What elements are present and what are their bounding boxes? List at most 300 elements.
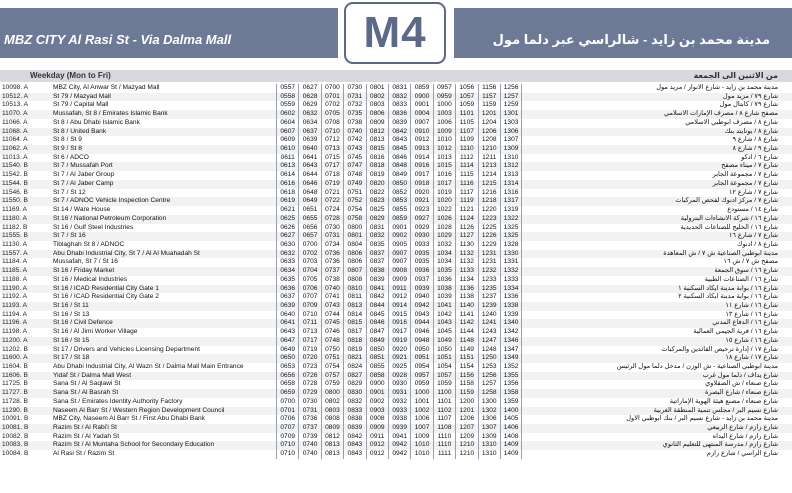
route-title-arabic: مدينة محمد بن زايد - شالراسي عبر دلما مول xyxy=(492,32,770,47)
stop-code: 11202. B xyxy=(2,345,28,353)
departure-time: 1009 xyxy=(410,433,432,442)
departure-time: 0649 xyxy=(298,197,320,206)
departure-time: 0641 xyxy=(276,319,298,328)
stop-name-english: St 16 / Gulf Steel Industries xyxy=(53,223,134,231)
stop-code: 11182. B xyxy=(2,223,28,231)
departure-time: 1006 xyxy=(433,119,455,128)
stop-name-arabic: شارع ١٦ / شارع ١١ xyxy=(725,301,778,309)
departure-time: 0931 xyxy=(388,389,410,398)
departure-time: 0858 xyxy=(366,372,388,381)
table-row xyxy=(0,215,792,224)
header-bar-right xyxy=(454,8,792,58)
table-row xyxy=(0,450,792,459)
departure-times xyxy=(276,93,522,102)
stop-code: 11555. B xyxy=(2,232,28,240)
stop-name-english: Mussafah, St 7 / St 16 xyxy=(53,258,118,266)
departure-time: 0719 xyxy=(321,180,343,189)
departure-time: 1400 xyxy=(500,407,522,416)
stop-code: 11180. A xyxy=(2,214,28,222)
departure-time: 0629 xyxy=(298,101,320,110)
departure-time: 0707 xyxy=(298,293,320,302)
departure-times xyxy=(276,433,522,442)
table-row xyxy=(0,311,792,320)
departure-time: 0754 xyxy=(321,363,343,372)
stop-code: 11064. A xyxy=(2,136,28,144)
stop-code: 10082. B xyxy=(2,432,29,440)
departure-time: 1316 xyxy=(500,189,522,198)
stop-name-arabic: شارع نسيم البر / مجلس تنمية المنطقة الغربية xyxy=(653,406,778,414)
departure-time: 0658 xyxy=(276,380,298,389)
departure-time: 0730 xyxy=(298,398,320,407)
departure-time: 0713 xyxy=(298,328,320,337)
departure-time: 0915 xyxy=(388,311,410,320)
stop-code: 11290. B xyxy=(2,406,28,414)
table-row xyxy=(0,232,792,241)
stop-name-arabic: شارع ٧ / مركز أدنوك لفحص المركبات xyxy=(675,197,778,205)
departure-time: 0930 xyxy=(388,380,410,389)
departure-time: 1241 xyxy=(478,319,500,328)
departure-times xyxy=(276,311,522,320)
departure-time: 1257 xyxy=(478,380,500,389)
stop-code: 11188. A xyxy=(2,275,28,283)
departure-time: 1306 xyxy=(500,128,522,137)
departure-time: 0824 xyxy=(343,363,365,372)
departure-time: 0841 xyxy=(366,285,388,294)
table-row xyxy=(0,380,792,389)
departure-time: 0639 xyxy=(276,302,298,311)
departure-time: 1013 xyxy=(433,154,455,163)
route-badge xyxy=(344,2,446,64)
stop-code: 11066. A xyxy=(2,118,28,126)
departure-time: 0723 xyxy=(298,363,320,372)
departure-time: 0849 xyxy=(388,171,410,180)
departure-times xyxy=(276,197,522,206)
departure-time: 0740 xyxy=(343,128,365,137)
table-row xyxy=(0,128,792,137)
departure-time: 0837 xyxy=(366,250,388,259)
departure-time: 1026 xyxy=(433,215,455,224)
departure-time: 1154 xyxy=(455,363,477,372)
departure-time: 0705 xyxy=(298,276,320,285)
departure-time: 0656 xyxy=(298,224,320,233)
departure-time: 0815 xyxy=(366,145,388,154)
departure-time: 0710 xyxy=(276,441,298,450)
table-row xyxy=(0,302,792,311)
departure-time: 1336 xyxy=(500,293,522,302)
departure-time: 1303 xyxy=(500,119,522,128)
departure-times xyxy=(276,354,522,363)
departure-time: 1204 xyxy=(478,119,500,128)
stop-name-arabic: شارع صنعاء / شارع البصرة xyxy=(705,389,778,397)
departure-time: 1042 xyxy=(433,311,455,320)
stop-code: 11062. A xyxy=(2,145,28,153)
stop-name-english: St 6 / ADCO xyxy=(53,153,89,161)
departure-time: 1059 xyxy=(455,101,477,110)
departure-time: 1034 xyxy=(433,258,455,267)
departure-times xyxy=(276,250,522,259)
departure-times xyxy=(276,302,522,311)
departure-time: 1231 xyxy=(478,258,500,267)
departure-time: 0902 xyxy=(366,398,388,407)
stop-code: 11013. A xyxy=(2,153,28,161)
departure-time: 1257 xyxy=(500,93,522,102)
departure-time: 1231 xyxy=(478,250,500,259)
stop-name-arabic: شارع ٧ / مجموعة الجابر xyxy=(712,179,778,187)
departure-time: 0705 xyxy=(321,110,343,119)
departure-time: 1409 xyxy=(500,441,522,450)
departure-time: 1045 xyxy=(433,328,455,337)
departure-time: 1056 xyxy=(455,84,477,93)
stop-name-arabic: شارع ٨ / يونايتد بنك xyxy=(724,127,778,135)
stop-code: 11193. A xyxy=(2,301,28,309)
departure-time: 0859 xyxy=(410,84,432,93)
departure-time: 1312 xyxy=(500,162,522,171)
departure-time: 0818 xyxy=(366,162,388,171)
departure-times xyxy=(276,154,522,163)
departure-time: 0636 xyxy=(276,285,298,294)
departure-time: 0740 xyxy=(321,285,343,294)
departure-time: 0707 xyxy=(276,424,298,433)
stop-name-english: Sana St / Emirates Identity Authority Factory xyxy=(53,397,183,405)
stop-name-english: Razim St / Al Muntaha School for Secondary Education xyxy=(53,441,215,449)
departure-time: 1151 xyxy=(455,354,477,363)
departure-time: 1359 xyxy=(500,398,522,407)
departure-time: 0709 xyxy=(298,302,320,311)
departure-time: 1006 xyxy=(410,415,432,424)
departure-time: 0748 xyxy=(343,171,365,180)
departure-time: 1136 xyxy=(455,285,477,294)
departure-time: 1237 xyxy=(478,293,500,302)
departure-time: 1258 xyxy=(478,389,500,398)
departure-time: 0939 xyxy=(388,424,410,433)
departure-time: 0659 xyxy=(276,389,298,398)
departure-time: 0656 xyxy=(276,372,298,381)
table-row xyxy=(0,363,792,372)
departure-time: 0900 xyxy=(366,380,388,389)
departure-time: 0718 xyxy=(321,171,343,180)
departure-time: 1210 xyxy=(455,450,477,459)
stop-name-english: St 17 / Drivers and Vehicles Licensing Department xyxy=(53,345,200,353)
departure-time: 1210 xyxy=(455,441,477,450)
departure-time: 0833 xyxy=(343,407,365,416)
departure-time: 1035 xyxy=(433,267,455,276)
departure-time: 1134 xyxy=(455,276,477,285)
stop-name-arabic: شارع ١٦ / شارع ١٥ xyxy=(725,336,778,344)
route-number: M4 xyxy=(363,8,427,57)
departure-time: 0702 xyxy=(321,101,343,110)
departure-time: 0808 xyxy=(321,415,343,424)
stop-name-arabic: شارع ٧ / ميناء مصفح xyxy=(721,162,778,170)
departure-time: 0836 xyxy=(388,110,410,119)
stop-code: 11194. A xyxy=(2,310,28,318)
stop-code: 10098. A xyxy=(2,84,29,91)
departure-time: 0634 xyxy=(298,119,320,128)
departure-time: 1332 xyxy=(500,267,522,276)
departure-time: 0950 xyxy=(410,346,432,355)
departure-time: 0713 xyxy=(321,145,343,154)
departure-time: 0816 xyxy=(366,154,388,163)
departure-time: 1017 xyxy=(433,180,455,189)
departure-time: 0750 xyxy=(321,346,343,355)
departure-time: 1019 xyxy=(433,189,455,198)
departure-time: 1126 xyxy=(455,224,477,233)
departure-times xyxy=(276,119,522,128)
departure-time: 0813 xyxy=(321,450,343,459)
departure-time: 1110 xyxy=(433,433,455,442)
departure-time: 1149 xyxy=(455,346,477,355)
departure-time: 1201 xyxy=(478,110,500,119)
departure-time: 1319 xyxy=(500,206,522,215)
departure-time: 0943 xyxy=(410,311,432,320)
departure-time: 1116 xyxy=(455,180,477,189)
departure-time: 0820 xyxy=(366,180,388,189)
stop-name-arabic: مصفح شارع ٨ / مصرف الإمارات الاسلامي xyxy=(663,110,778,118)
departure-time: 1032 xyxy=(433,241,455,250)
departure-time: 0921 xyxy=(410,197,432,206)
stop-name-english: St 8 / Abu Dhabi Islamic Bank xyxy=(53,118,140,126)
departure-time: 0650 xyxy=(276,354,298,363)
table-row xyxy=(0,415,792,424)
departure-time: 0911 xyxy=(388,285,410,294)
stop-name-english: Abu Dhabi Industrial City, St 7 / Al Al Muahadah St xyxy=(53,249,200,257)
departure-time: 0911 xyxy=(366,433,388,442)
departure-time: 1003 xyxy=(433,110,455,119)
departure-time: 0701 xyxy=(321,93,343,102)
departure-time: 0700 xyxy=(321,84,343,93)
departure-time: 0627 xyxy=(298,84,320,93)
departure-time: 1101 xyxy=(455,110,477,119)
departure-time: 0802 xyxy=(321,398,343,407)
departure-time: 0853 xyxy=(388,197,410,206)
departure-time: 1102 xyxy=(433,407,455,416)
departure-time: 1101 xyxy=(433,398,455,407)
departure-time: 0907 xyxy=(410,119,432,128)
stop-name-arabic: شارع ١٤ / مستودع xyxy=(727,206,778,214)
stop-name-arabic: شارع ١٧ / شارع ١٨ xyxy=(725,354,778,362)
table-row xyxy=(0,354,792,363)
departure-time: 1000 xyxy=(410,389,432,398)
departure-time: 1110 xyxy=(455,145,477,154)
departure-time: 1235 xyxy=(478,285,500,294)
stop-code: 11550. B xyxy=(2,197,28,205)
departure-time: 0818 xyxy=(343,337,365,346)
departure-time: 1121 xyxy=(455,206,477,215)
departure-time: 0751 xyxy=(321,354,343,363)
departure-time: 0640 xyxy=(298,145,320,154)
departure-time: 0759 xyxy=(321,380,343,389)
departure-time: 1140 xyxy=(455,302,477,311)
stop-name-english: St 79 / Mazyad Mall xyxy=(53,92,111,100)
departure-time: 0639 xyxy=(298,136,320,145)
departure-times xyxy=(276,84,522,93)
departure-time: 0614 xyxy=(276,171,298,180)
departure-time: 0732 xyxy=(343,101,365,110)
departure-times xyxy=(276,450,522,459)
departure-time: 0806 xyxy=(366,110,388,119)
departure-time: 0932 xyxy=(388,398,410,407)
stop-code: 11070. A xyxy=(2,110,28,118)
departure-time: 0743 xyxy=(321,302,343,311)
stop-code: 11725. B xyxy=(2,380,28,388)
departure-time: 1020 xyxy=(433,197,455,206)
stop-code: 11200. A xyxy=(2,336,28,344)
departure-time: 0937 xyxy=(410,276,432,285)
stop-name-english: Al Rasi St / Razim St xyxy=(53,450,115,458)
stop-name-english: Razim St / Al Yadah St xyxy=(53,432,120,440)
table-row xyxy=(0,189,792,198)
departure-time: 1107 xyxy=(455,128,477,137)
departure-time: 0901 xyxy=(388,224,410,233)
departure-time: 0855 xyxy=(366,363,388,372)
departure-time: 0748 xyxy=(321,337,343,346)
departure-time: 0710 xyxy=(298,311,320,320)
header-bar-left xyxy=(0,8,338,58)
stop-code: 11544. B xyxy=(2,179,28,187)
departure-time: 1119 xyxy=(455,197,477,206)
departure-time: 0813 xyxy=(343,302,365,311)
departure-time: 0737 xyxy=(298,424,320,433)
stop-name-english: St 16 / St 11 xyxy=(53,301,89,309)
departure-time: 0901 xyxy=(410,101,432,110)
stop-code: 11196. A xyxy=(2,319,28,327)
stop-name-english: St 9 / St 8 xyxy=(53,145,82,153)
departure-time: 0801 xyxy=(343,232,365,241)
departure-time: 1038 xyxy=(433,285,455,294)
departure-time: 0704 xyxy=(298,267,320,276)
departure-times xyxy=(276,180,522,189)
departure-time: 0712 xyxy=(321,136,343,145)
departure-time: 0802 xyxy=(366,93,388,102)
departure-time: 0722 xyxy=(321,197,343,206)
departure-time: 0917 xyxy=(388,328,410,337)
departure-time: 0942 xyxy=(410,302,432,311)
departure-time: 0939 xyxy=(410,285,432,294)
stop-name-arabic: شارع رازم / مدرسة المنتهى للتعليم الثانوي xyxy=(662,441,778,449)
departure-time: 1349 xyxy=(500,354,522,363)
table-row xyxy=(0,250,792,259)
stop-name-english: St 16 / Medical Industries xyxy=(53,275,128,283)
departure-time: 0946 xyxy=(410,328,432,337)
departure-time: 0842 xyxy=(366,293,388,302)
departure-time: 0740 xyxy=(298,441,320,450)
departure-time: 0855 xyxy=(388,206,410,215)
stop-name-english: St 16 / St 13 xyxy=(53,310,90,318)
departure-time: 1302 xyxy=(478,407,500,416)
stop-code: 11604. B xyxy=(2,363,28,370)
departure-time: 1051 xyxy=(433,354,455,363)
departure-time: 0801 xyxy=(366,84,388,93)
stop-code: 11185. A xyxy=(2,267,28,275)
stop-name-arabic: شارع ١٦ / شارع ١٣ xyxy=(725,310,778,318)
departure-time: 0632 xyxy=(276,250,298,259)
stop-name-english: St 16 / Civil Defence xyxy=(53,319,113,327)
table-row xyxy=(0,285,792,294)
departure-time: 0604 xyxy=(276,119,298,128)
departure-time: 0643 xyxy=(276,328,298,337)
departure-time: 0653 xyxy=(276,363,298,372)
departure-time: 1239 xyxy=(478,302,500,311)
departure-time: 0809 xyxy=(366,119,388,128)
departure-time: 1000 xyxy=(433,101,455,110)
departure-time: 1248 xyxy=(478,346,500,355)
departure-time: 0736 xyxy=(298,415,320,424)
departure-time: 0900 xyxy=(410,93,432,102)
stop-name-arabic: شارع يداف / دلما مول غرب xyxy=(702,371,778,379)
stop-name-arabic: شارع ٨ / أدنوك xyxy=(737,240,778,248)
departure-time: 0700 xyxy=(276,398,298,407)
departure-time: 1243 xyxy=(478,328,500,337)
stop-name-arabic: شارع ٩ / شارع ٨ xyxy=(732,145,778,153)
stop-code: 10091. B xyxy=(2,415,29,423)
departure-times xyxy=(276,346,522,355)
departure-time: 1256 xyxy=(500,84,522,93)
departure-time: 0844 xyxy=(366,302,388,311)
departure-time: 0736 xyxy=(321,258,343,267)
departure-times xyxy=(276,380,522,389)
departure-time: 0929 xyxy=(410,224,432,233)
departure-time: 0921 xyxy=(388,354,410,363)
departure-time: 0717 xyxy=(298,337,320,346)
departure-times xyxy=(276,285,522,294)
departure-time: 0708 xyxy=(321,119,343,128)
departure-time: 0957 xyxy=(433,84,455,93)
departure-times xyxy=(276,206,522,215)
departure-time: 0817 xyxy=(343,328,365,337)
departure-time: 1148 xyxy=(455,337,477,346)
departure-time: 0904 xyxy=(410,110,432,119)
departure-time: 0641 xyxy=(298,154,320,163)
table-row xyxy=(0,162,792,171)
departure-time: 1342 xyxy=(500,328,522,337)
departure-time: 1307 xyxy=(500,136,522,145)
departure-time: 1012 xyxy=(433,145,455,154)
departure-times xyxy=(276,145,522,154)
departure-time: 0754 xyxy=(343,206,365,215)
departure-time: 0848 xyxy=(388,162,410,171)
table-row xyxy=(0,398,792,407)
departure-time: 0829 xyxy=(366,215,388,224)
stop-name-arabic: شارع ٧٩ / مزيد مول xyxy=(722,92,778,100)
departure-time: 0920 xyxy=(410,189,432,198)
departure-time: 0959 xyxy=(410,380,432,389)
stop-code: 11540. B xyxy=(2,162,28,170)
departure-time: 0839 xyxy=(388,119,410,128)
table-row xyxy=(0,93,792,102)
departure-time: 0919 xyxy=(388,337,410,346)
departure-time: 0715 xyxy=(321,154,343,163)
stop-name-arabic: شارع ١٦ / الخليج للصناعات الحديدية xyxy=(680,223,778,231)
departure-times xyxy=(276,258,522,267)
stop-code: 10081. B xyxy=(2,424,29,432)
departure-time: 0616 xyxy=(276,180,298,189)
departure-time: 0833 xyxy=(388,101,410,110)
departure-time: 0927 xyxy=(410,215,432,224)
departure-time: 0747 xyxy=(343,162,365,171)
departure-times xyxy=(276,407,522,416)
departure-time: 1010 xyxy=(410,441,432,450)
departure-time: 0717 xyxy=(321,162,343,171)
table-row xyxy=(0,276,792,285)
departure-time: 1059 xyxy=(433,380,455,389)
departure-time: 0752 xyxy=(343,197,365,206)
departure-time: 0935 xyxy=(410,258,432,267)
departure-time: 0632 xyxy=(298,110,320,119)
departure-time: 1225 xyxy=(478,224,500,233)
departure-times xyxy=(276,232,522,241)
departure-time: 0852 xyxy=(388,189,410,198)
stop-code: 11557. A xyxy=(2,249,28,257)
table-row xyxy=(0,441,792,450)
